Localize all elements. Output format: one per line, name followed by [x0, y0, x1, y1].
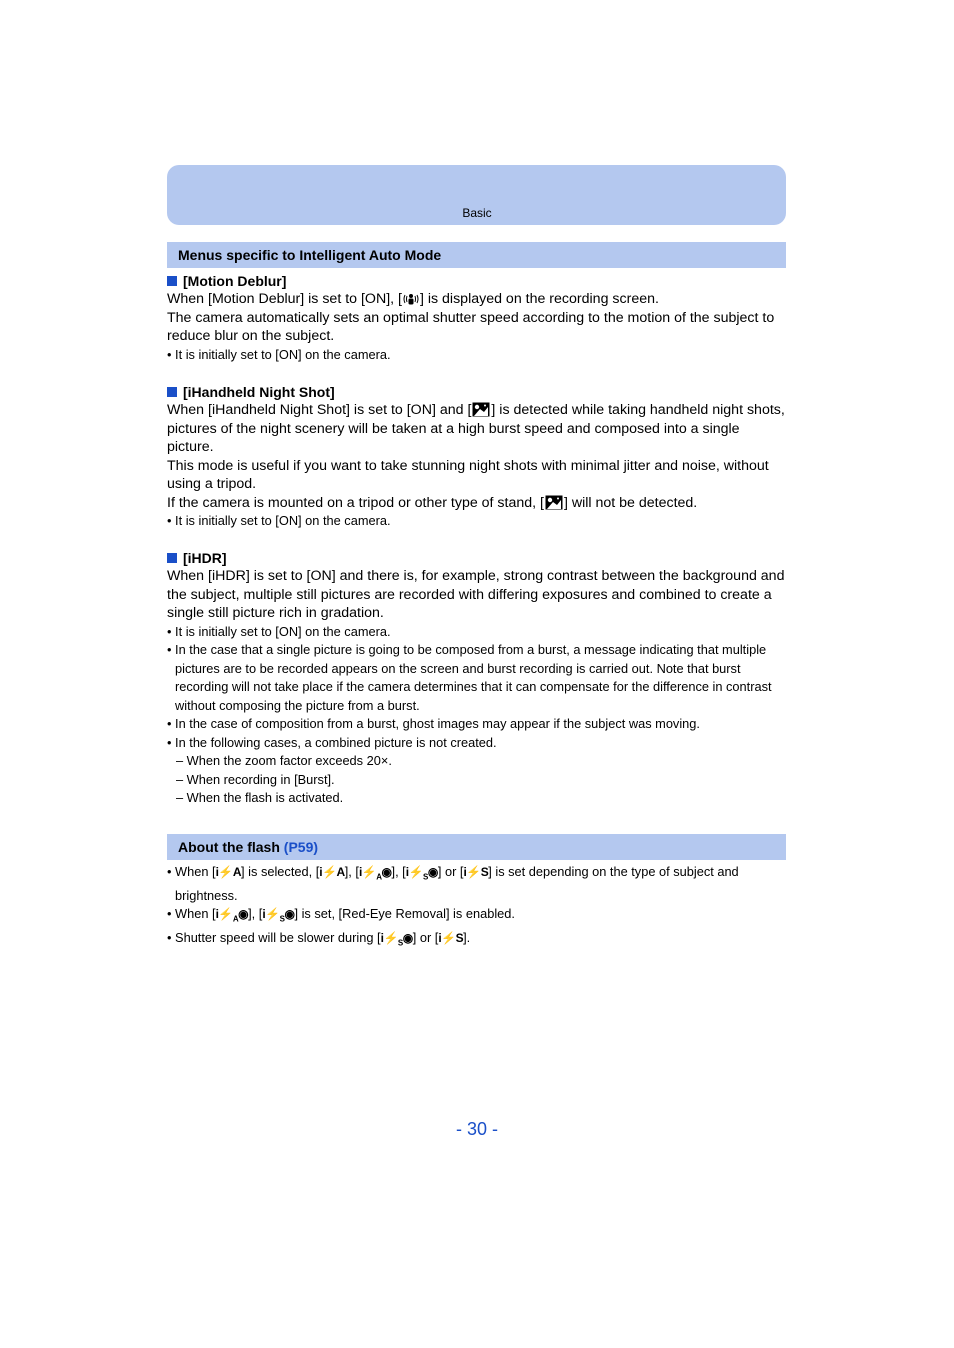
flash-auto-icon: i⚡A [215, 865, 242, 879]
ihdr-paragraph-1: When [iHDR] is set to [ON] and there is, for example, strong contrast between the background and the subject, multiple still pictures are recorded with differing exposures and combined to create a single still picture rich in gradation. [167, 568, 785, 621]
night-shot-paragraph-1: When [iHandheld Night Shot] is set to [ON] and [ ] is detected while taking handheld night shots, pictures of the night scenery will be taken at a high burst speed and composed into a single picture. [167, 402, 785, 455]
section-title: About the flash (P59) [178, 839, 319, 855]
flash-slow-sync-red-eye-icon: $i⚡_S◉$ [405, 865, 438, 882]
ihdr-note-2: • In the case that a single picture is going to be composed from a burst, a message indicating that multiple pictures are to be recorded appears on the screen and burst recording is carried out. Note that burst recording will not take place if the camera determines that it can compensate for the difference in contrast without composing the picture from a burst. [167, 642, 772, 713]
section-header-flash [167, 834, 786, 860]
flash-slow-sync-icon: i⚡S [438, 931, 464, 946]
chapter-label: Basic [462, 206, 492, 220]
flash-slow-sync-icon: i⚡S [463, 865, 489, 879]
flash-note-1: • When [i⚡A] is selected, [i⚡A], $[i⚡_A◉]$, $[i⚡_S◉]$ or [i⚡S] is set depending on the type of subject and brightness. [167, 864, 739, 903]
section-header-intelligent-auto [167, 242, 786, 268]
flash-note-2: • When $[i⚡_A◉]$, $[i⚡_S◉]$ is set, [Red-Eye Removal] is enabled. [167, 906, 515, 924]
night-shot-block [167, 383, 787, 531]
flash-auto-red-eye-icon: $i⚡_A◉$ [358, 865, 392, 882]
flash-slow-sync-red-eye-icon: $i⚡_S◉$ [262, 907, 295, 924]
page-number: - 30 - [455, 1119, 498, 1139]
ihdr-case-3: – When the flash is activated. [176, 790, 344, 805]
night-shot-heading: [iHandheld Night Shot] [167, 383, 787, 401]
flash-notes-block [167, 863, 787, 953]
square-bullet-icon [167, 276, 177, 286]
night-shot-paragraph-3: If the camera is mounted on a tripod or other type of stand, [ ] will not be detected. [167, 494, 698, 511]
motion-deblur-paragraph-2: The camera automatically sets an optimal shutter speed according to the motion of the subject to reduce blur on the subject. [167, 309, 775, 344]
flash-auto-icon: i⚡A [319, 865, 345, 879]
night-shot-paragraph-2: This mode is useful if you want to take stunning night shots with minimal jitter and noise, without using a tripod. [167, 457, 769, 492]
ihdr-note-1: • It is initially set to [ON] on the camera. [167, 623, 391, 639]
ihdr-case-2: – When recording in [Burst]. [176, 771, 335, 787]
ihdr-case-1: – When the zoom factor exceeds 20×. [176, 753, 392, 768]
ihdr-note-4: • In the following cases, a combined picture is not created. [167, 734, 497, 750]
night-shot-note: • It is initially set to [ON] on the camera. [167, 513, 391, 528]
motion-deblur-paragraph-1: When [Motion Deblur] is set to [ON], [ ] is displayed on the recording screen. [167, 291, 659, 307]
flash-auto-red-eye-icon: $i⚡_A◉$ [215, 907, 249, 924]
flash-note-3: • Shutter speed will be slower during $[i⚡_S◉]$ or [i⚡S]. [167, 930, 471, 948]
motion-deblur-block [167, 272, 787, 364]
ihdr-heading: [iHDR] [167, 549, 787, 567]
night-portrait-scene-icon [472, 402, 490, 417]
motion-deblur-icon [403, 292, 419, 306]
square-bullet-icon [167, 553, 177, 563]
ihdr-note-3: • In the case of composition from a burst, ghost images may appear if the subject was moving. [167, 716, 700, 731]
square-bullet-icon [167, 387, 177, 397]
night-portrait-scene-icon [545, 495, 563, 510]
motion-deblur-note: • It is initially set to [ON] on the camera. [167, 346, 391, 362]
page-reference-link[interactable]: (P59) [283, 839, 319, 855]
motion-deblur-heading: [Motion Deblur] [167, 272, 787, 290]
ihdr-block [167, 549, 787, 808]
section-title: Menus specific to Intelligent Auto Mode [178, 247, 442, 263]
flash-slow-sync-red-eye-icon: $i⚡_S◉$ [380, 931, 413, 948]
